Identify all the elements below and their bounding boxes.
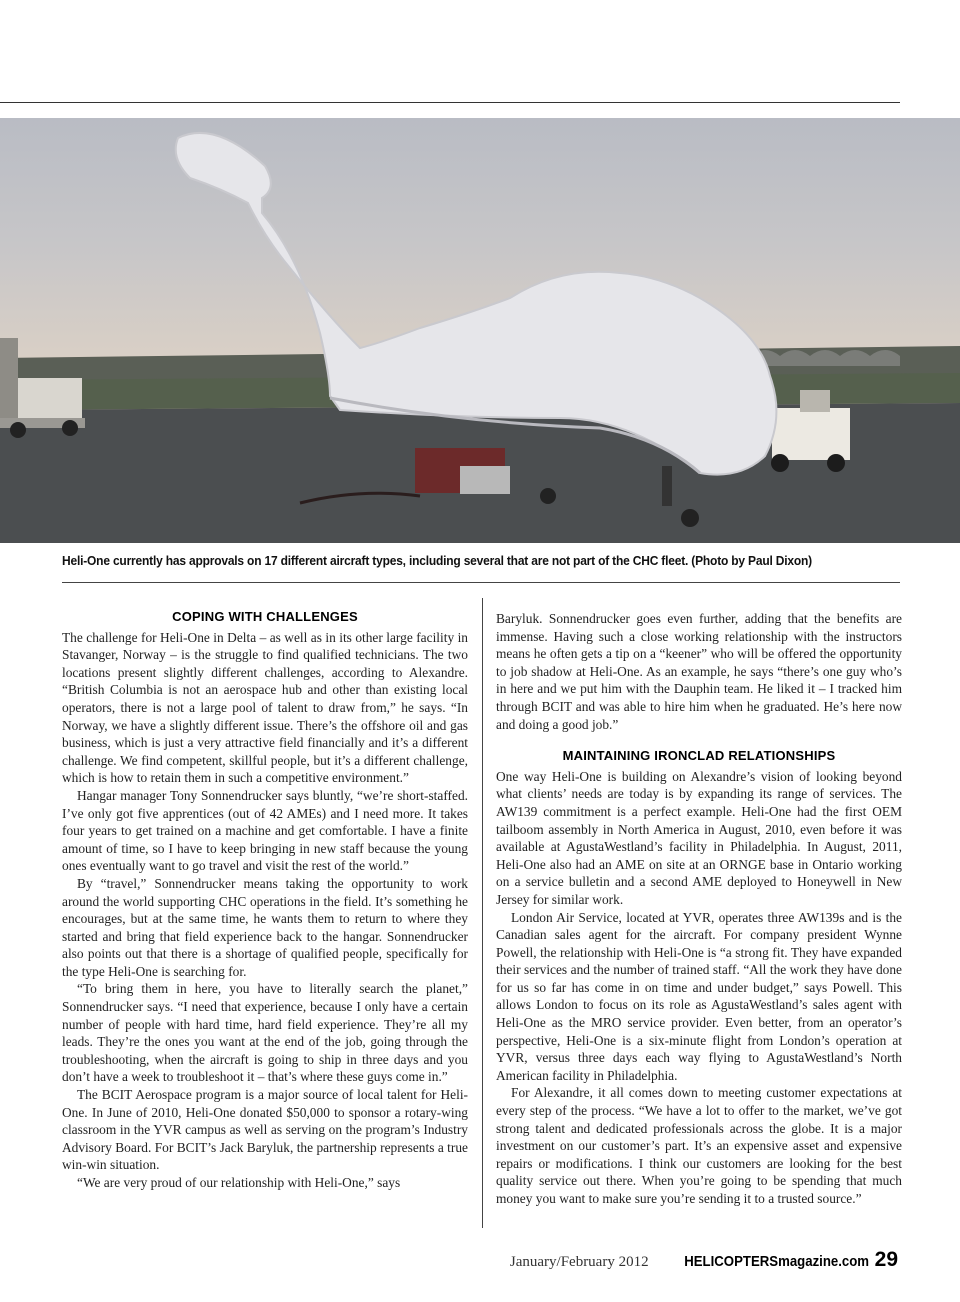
page-number: 29 [874,1248,898,1271]
caption-rule [62,582,900,583]
section-heading-coping: COPING WITH CHALLENGES [172,609,358,624]
shrink-wrapped-helicopter-photo [0,118,960,543]
paragraph: “We are very proud of our relationship with Heli-One,” says [77,1175,401,1190]
page-footer [510,1248,898,1272]
paragraph: By “travel,” Sonnendrucker means taking the opportunity to work around the world supporting CHC operations in the field. It’s something he encourages, but at the same time, he wants them to return to where they started and bring that field experience back to the hangar. Sonnendrucker also points out that there is a shortage of qualified people, specifically for the type Heli-One is searching for. [62,875,468,979]
paragraph: One way Heli-One is building on Alexandre’s vision of looking beyond what clients’ needs are today is by expanding its range of services. The AW139 commitment is a perfect example. Heli-One had the first OEM tailboom assembly in North America in August, 2010, even before it was available at AgustaWestland’s facility in Philadelphia. In August, 2011, Heli-One also had an AME on site at an ORNGE base in Ontario working on a service bulletin and a second AME deployed to Honeywell in New Jersey for similar work. [496,768,902,907]
paragraph: The challenge for Heli-One in Delta – as well as in its other large facility in Stavanger, Norway – is the struggle to find qualified technicians. The two locations present slightly different challenges, according to Alexandre. “British Columbia is not an aerospace hub and other than existing local operators, there is not a large pool of talent to draw from,” he says. “In Norway, we have a slightly different issue. There’s the offshore oil and gas business, which is just a very attractive field financially and it’s a different challenge. We find competent, skillful people, but it’s a different challenge, which is how to retain them in such a competitive environment.” [62,629,468,786]
photo-caption: Heli-One currently has approvals on 17 different aircraft types, including several that are not part of the CHC fleet. (Photo by Paul Dixon) [62,554,812,568]
header-rule [0,102,900,103]
paragraph: “To bring them in here, you have to literally search the planet,” Sonnendrucker says. “I need that experience, because I only have a certain number of people with hard time, hard field experience. They’re all my leads. They’re the ones you want at the end of the job, going through the troubleshooting, when the aircraft is going to ship in three days and you don’t have a week to troubleshoot it – that’s where these guys come in.” [62,981,468,1085]
section-heading-relationships: MAINTAINING IRONCLAD RELATIONSHIPS [562,748,836,764]
issue-date: January/February 2012 [509,1254,649,1270]
photo-illustration [0,118,960,543]
left-column [62,608,468,1192]
magazine-website: HELICOPTERSmagazine.com [683,1253,869,1270]
paragraph: London Air Service, located at YVR, operates three AW139s and is the Canadian sales agent for the aircraft. For company president Wynne Powell, the relationship with Heli-One is “a strong fit. They have expanded their services and the number of trained staff. “All the work they have done for us so far has come in on time and under budget,” says Powell. This allows London to focus on its role as AgustaWestland’s sales agent with Heli-One as the MRO service provider. Even better, from an operator’s perspective, Heli-One is a six-minute flight from London’s operation at YVR, versus three days each way flying to AgustaWestland’s North American facility in Philadelphia. [496,909,902,1083]
ground-power-cart [0,338,85,438]
paragraph: For Alexandre, it all comes down to meeting customer expectations at every step of the process. “We have a lot to offer to the market, we’ve got strong talent and dedicated professionals across the globe. It is a major investment on our customer’s part. It’s an expensive asset and expensive repairs or modifications. I think our customers are looking for the best quality service out there. When you’re going to be spending that much money you want to make sure you’re sending it to a trusted source.” [496,1085,902,1206]
paragraph: The BCIT Aerospace program is a major source of local talent for Heli-One. In June of 2010, Heli-One donated $50,000 to sponsor a rotary-wing classroom in the YVR campus as well as serving on the program’s Industry Advisory Board. For BCIT’s Jack Baryluk, the partnership represents a true win-win situation. [62,1087,468,1173]
paragraph: Baryluk. Sonnendrucker goes even further, adding that the benefits are immense. Having such a close working relationship with the instructors means he often gets a tip on a “keener” who will be offered the opportunity to job shadow at Heli-One. As an example, he says “there’s one guy who’s in here and we put him with the Dauphin team. He liked it – I tracked him through BCIT and was able to hire him when he graduated. He’s here now and doing a good job.” [496,611,902,732]
column-divider [482,598,483,1228]
right-column [496,610,902,1208]
metal-bin [460,466,510,494]
paragraph: Hangar manager Tony Sonnendrucker says bluntly, “we’re short-staffed. I’ve only got five apprentices (out of 42 AMEs) and I need more. It takes four years to get trained on a machine and get comfortable. I have a finite amount of time, so I have to keep bringing in new staff because the young ones eventually want to go travel and visit the rest of the world.” [62,787,468,874]
